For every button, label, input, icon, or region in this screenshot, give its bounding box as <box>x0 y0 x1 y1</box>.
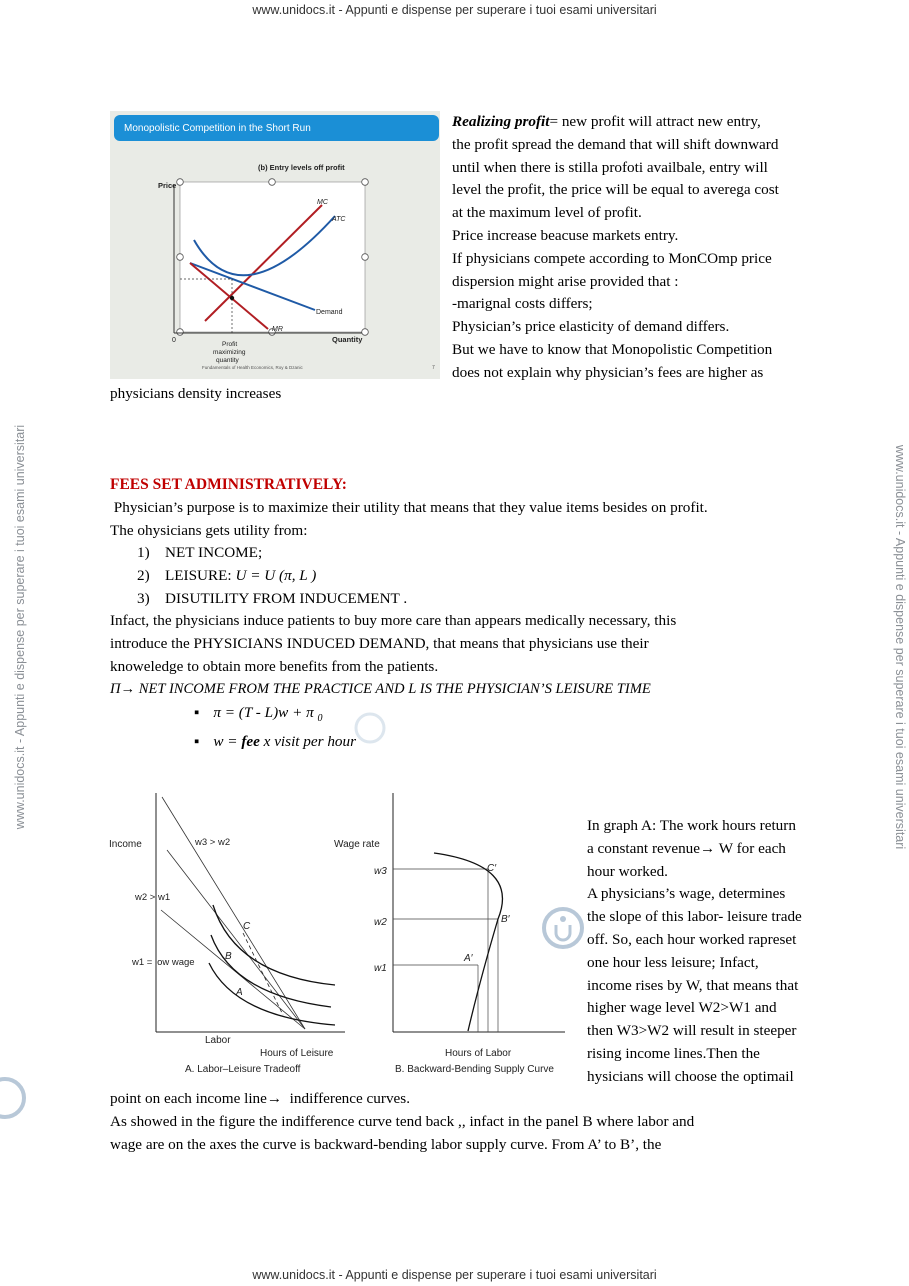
mr-label: MR <box>272 326 283 333</box>
header-watermark: www.unidocs.it - Appunti e dispense per superare i tuoi esami universitari <box>252 3 657 17</box>
figure-a-caption: A. Labor–Leisure Tradeoff <box>185 1064 301 1075</box>
slide-page-number: 7 <box>432 365 435 371</box>
fees-heading: FEES SET ADMINISTRATIVELY: <box>110 476 347 493</box>
point-a-label: A <box>236 987 243 998</box>
arrow-icon: → <box>120 681 136 698</box>
w2-w1-label: w2 > w1 <box>135 892 171 903</box>
monopolistic-competition-slide <box>110 111 440 379</box>
arrow-icon: → <box>266 1090 283 1107</box>
list-item: 3) DISUTILITY FROM INDUCEMENT . <box>137 589 408 607</box>
induced-demand-paragraph: Infact, the physicians induce patients to buy more care than appears medically necessary, this introduce the PHYSICIANS INDUCED DEMAND, that means that physicians use their knoweledge to obtain more benefits from the patients. Π→ NET INCOME FROM THE PRACTICE AND L IS THE PHYSICIAN’S LEISURE TIME <box>110 612 677 698</box>
list-item: 2) LEISURE: U = U (π, L ) <box>137 566 317 584</box>
point-c-label: C <box>243 921 251 932</box>
utility-list <box>137 542 407 610</box>
fees-body: Physician’s purpose is to maximize their utility that means that they value items besides on profit. The ohysicians gets utility from: <box>110 499 708 539</box>
point-b-label: B <box>225 951 232 962</box>
origin-label: 0 <box>172 337 176 344</box>
labor-label: Labor <box>205 1035 231 1046</box>
intro-lead: Realizing profit <box>452 113 550 130</box>
point-c-prime-label: C′ <box>487 863 497 874</box>
demand-label: Demand <box>316 309 343 316</box>
point-a-prime-label: A′ <box>464 953 473 964</box>
footer-watermark: www.unidocs.it - Appunti e dispense per superare i tuoi esami universitari <box>252 1268 657 1282</box>
side-watermark-left: www.unidocs.it - Appunti e dispense per superare i tuoi esami universitari <box>13 424 27 830</box>
hours-labor-label: Hours of Labor <box>445 1048 512 1059</box>
intro-last-line: physicians density increases <box>110 385 282 402</box>
w2-tick: w2 <box>374 917 387 928</box>
w1-label: w1 = low wage <box>132 957 195 968</box>
w3-w2-label: w3 > w2 <box>195 837 231 848</box>
profit-qty-label-3: quantity <box>216 357 239 364</box>
closing-paragraph: point on each income line→ indifference curves. As showed in the figure the indifference curve tend back ,, infact in the panel B where labor and wage are on the axes the curve is backward-bending labor supply curve. From A’ to B’, the <box>110 1090 695 1153</box>
atc-label: ATC <box>332 216 346 223</box>
bullet-icon: ▪ <box>194 733 200 750</box>
mc-label: MC <box>317 199 328 206</box>
w3-tick: w3 <box>374 866 387 877</box>
labor-leisure-figure <box>105 785 355 1080</box>
slide-subtitle: (b) Entry levels off profit <box>258 163 345 172</box>
intro-paragraph: Realizing profit= new profit will attract new entry, the profit spread the demand that will shift downward until when there is stilla profoti availbale, entry will level the profit, the price will be equal to averega cost at the maximum level of profit. Price increase beacuse markets entry. If physicians compete according to MonCOmp price dispersion might arise provided that : -marignal costs differs; Physician’s price elasticity of demand differs. But we have to know that Monopolistic Competition does not explain why physician’s fees are higher as <box>452 113 779 381</box>
wage-axis-label: Wage rate <box>334 839 380 850</box>
arrow-icon: → <box>700 839 716 857</box>
bullet-icon: ▪ <box>194 705 200 721</box>
unidocs-logo-icon <box>352 710 388 746</box>
figure-b-caption: B. Backward-Bending Supply Curve <box>395 1064 554 1075</box>
profit-qty-label-1: Profit <box>222 341 238 348</box>
point-b-prime-label: B′ <box>501 914 510 925</box>
side-watermark-right: www.unidocs.it - Appunti e dispense per superare i tuoi esami universitari <box>893 444 907 850</box>
quantity-axis-label: Quantity <box>332 335 363 344</box>
price-axis-label: Price <box>158 181 177 190</box>
income-axis-label: Income <box>109 839 142 850</box>
slide-footer: Fundamentals of Health Economics, Roy & Dzanic <box>202 365 303 370</box>
w1-tick: w1 <box>374 963 387 974</box>
slide-title: Monopolistic Competition in the Short Run <box>124 123 311 134</box>
formula-list: ▪ π = (T - L)w + π $_0$ ▪ w = fee x visit per hour <box>194 704 357 750</box>
profit-qty-label-2: maximizing <box>213 349 246 356</box>
unidocs-logo-icon <box>0 1075 30 1121</box>
hours-leisure-label: Hours of Leisure <box>260 1048 334 1059</box>
backward-bending-supply-figure <box>330 785 580 1080</box>
graph-explanation: In graph A: The work hours return a constant revenue→ W for each hour worked. A physicians’s wage, determines the slope of this labor- leisure trade off. So, each hour worked rapreset one hour less leisure; Infact, income rises by W, that means that higher wage level W2>W1 and then W3>W2 will result in steeper rising income lines.Then the hysicians will choose the optimail <box>587 817 802 1085</box>
list-item: 1) NET INCOME; <box>137 544 263 561</box>
